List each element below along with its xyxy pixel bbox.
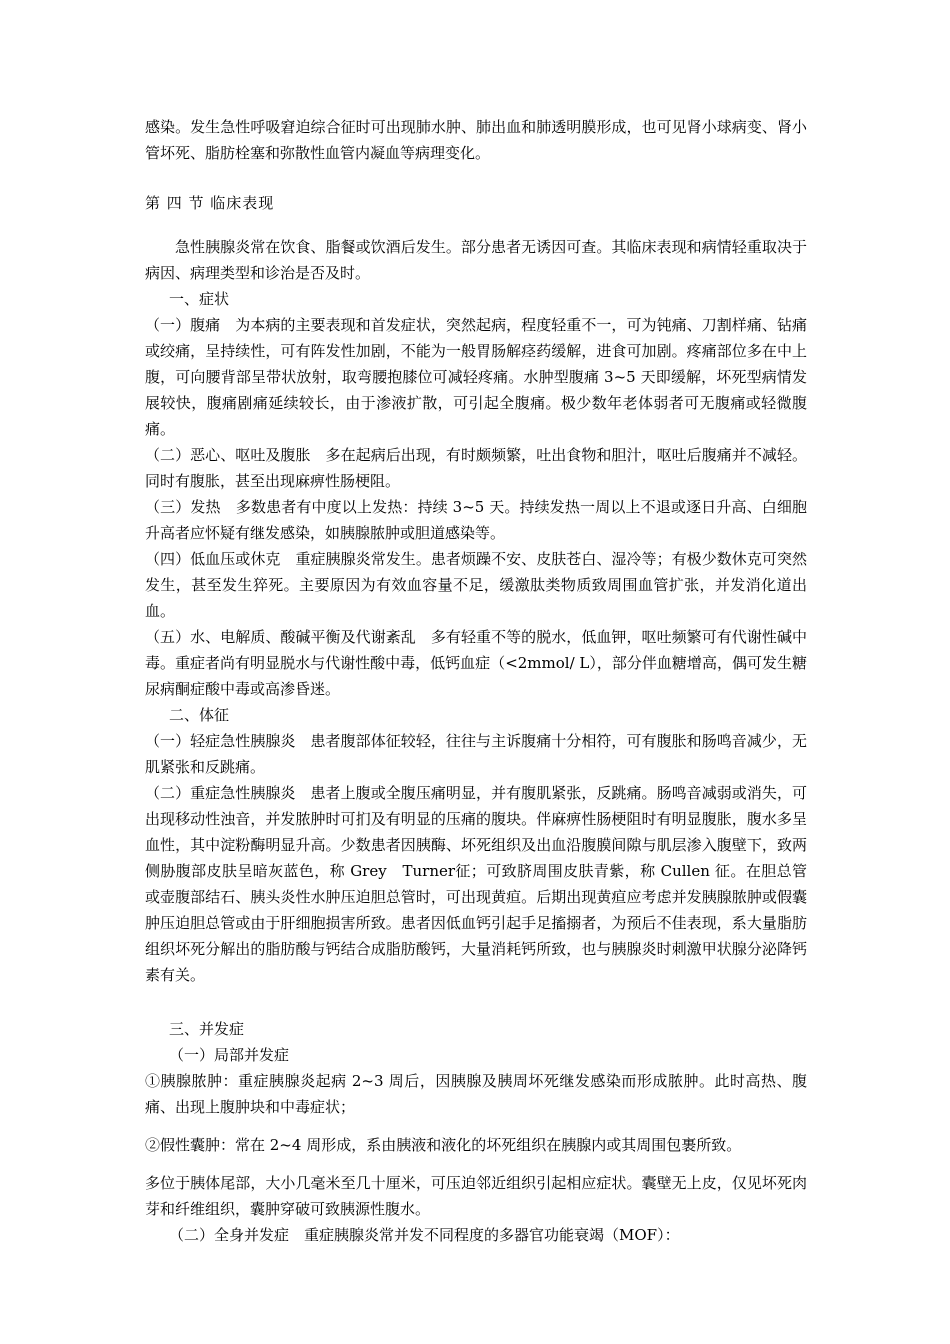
complications-heading: 三、并发症	[169, 1020, 245, 1038]
sign-mild-pancreatitis: （一）轻症急性胰腺炎 患者腹部体征较轻，往往与主诉腹痛十分相符，可有腹胀和肠鸣音减少，无肌紧张和反跳痛。	[145, 732, 807, 776]
symptom-hypotension-shock: （四）低血压或休克 重症胰腺炎常发生。患者烦躁不安、皮肤苍白、湿冷等；有极少数休克可突然发生，甚至发生猝死。主要原因为有效血容量不足，缓激肽类物质致周围血管扩张，并发消化道出血。	[145, 550, 807, 620]
systemic-complications-heading: （二）全身并发症 重症胰腺炎常并发不同程度的多器官功能衰竭（MOF）：	[169, 1226, 680, 1244]
symptom-nausea-vomiting: （二）恶心、呕吐及腹胀 多在起病后出现，有时颇频繁，吐出食物和胆汁，呕吐后腹痛并不减轻。同时有腹胀，甚至出现麻痹性肠梗阻。	[145, 446, 807, 490]
complication-pseudocyst: ②假性囊肿：常在 2~4 周形成，系由胰液和液化的坏死组织在胰腺内或其周围包裹所致。	[145, 1136, 742, 1154]
complication-pancreatic-abscess: ①胰腺脓肿：重症胰腺炎起病 2~3 周后，因胰腺及胰周坏死继发感染而形成脓肿。此时高热、腹痛、出现上腹肿块和中毒症状；	[145, 1072, 807, 1116]
local-complications-heading: （一）局部并发症	[169, 1046, 290, 1064]
symptom-fever: （三）发热 多数患者有中度以上发热：持续 3~5 天。持续发热一周以上不退或逐日升高、白细胞升高者应怀疑有继发感染，如胰腺脓肿或胆道感染等。	[145, 498, 807, 542]
signs-heading: 二、体征	[169, 706, 230, 724]
symptoms-heading: 一、症状	[169, 290, 230, 308]
intro-paragraph: 急性胰腺炎常在饮食、脂餐或饮酒后发生。部分患者无诱因可查。其临床表现和病情轻重取决于病因、病理类型和诊治是否及时。	[145, 238, 807, 282]
complication-pseudocyst-detail: 多位于胰体尾部，大小几毫米至几十厘米，可压迫邻近组织引起相应症状。囊壁无上皮，仅见坏死肉芽和纤维组织，囊肿穿破可致胰源性腹水。	[145, 1174, 807, 1218]
section-title: 第 四 节 临床表现	[145, 194, 275, 212]
symptom-abdominal-pain: （一）腹痛 为本病的主要表现和首发症状，突然起病，程度轻重不一，可为钝痛、刀割样痛、钻痛或绞痛，呈持续性，可有阵发性加剧，不能为一般胃肠解痉药缓解，进食可加剧。疼痛部位多在中上腹，可向腰背部呈带状放射，取弯腰抱膝位可减轻疼痛。水肿型腹痛 3~5 天即缓解，坏死型病情发展较快，腹痛剧痛延续较长，由于渗液扩散，可引起全腹痛。极少数年老体弱者可无腹痛或轻微腹痛。	[145, 316, 807, 438]
symptom-electrolyte-disorder: （五）水、电解质、酸碱平衡及代谢紊乱 多有轻重不等的脱水，低血钾，呕吐频繁可有代谢性碱中毒。重症者尚有明显脱水与代谢性酸中毒，低钙血症（<2mmol/ L），部分伴血糖增高，偶可发生糖尿病酮症酸中毒或高渗昏迷。	[145, 628, 807, 698]
top-paragraph: 感染。发生急性呼吸窘迫综合征时可出现肺水肿、肺出血和肺透明膜形成，也可见肾小球病变、肾小管坏死、脂肪栓塞和弥散性血管内凝血等病理变化。	[145, 118, 807, 162]
document-page	[145, 114, 807, 1248]
sign-severe-pancreatitis: （二）重症急性胰腺炎 患者上腹或全腹压痛明显，并有腹肌紧张，反跳痛。肠鸣音减弱或消失，可出现移动性浊音，并发脓肿时可扪及有明显的压痛的腹块。伴麻痹性肠梗阻时有明显腹胀，腹水多呈血性，其中淀粉酶明显升高。少数患者因胰酶、坏死组织及出血沿腹膜间隙与肌层渗入腹壁下，致两侧胁腹部皮肤呈暗灰蓝色，称 Grey Turner征；可致脐周围皮肤青紫，称 Cullen 征。在胆总管或壶腹部结石、胰头炎性水肿压迫胆总管时，可出现黄疸。后期出现黄疸应考虑并发胰腺脓肿或假囊肿压迫胆总管或由于肝细胞损害所致。患者因低血钙引起手足搐搦者，为预后不佳表现，系大量脂肪组织坏死分解出的脂肪酸与钙结合成脂肪酸钙，大量消耗钙所致，也与胰腺炎时刺激甲状腺分泌降钙素有关。	[145, 784, 807, 984]
